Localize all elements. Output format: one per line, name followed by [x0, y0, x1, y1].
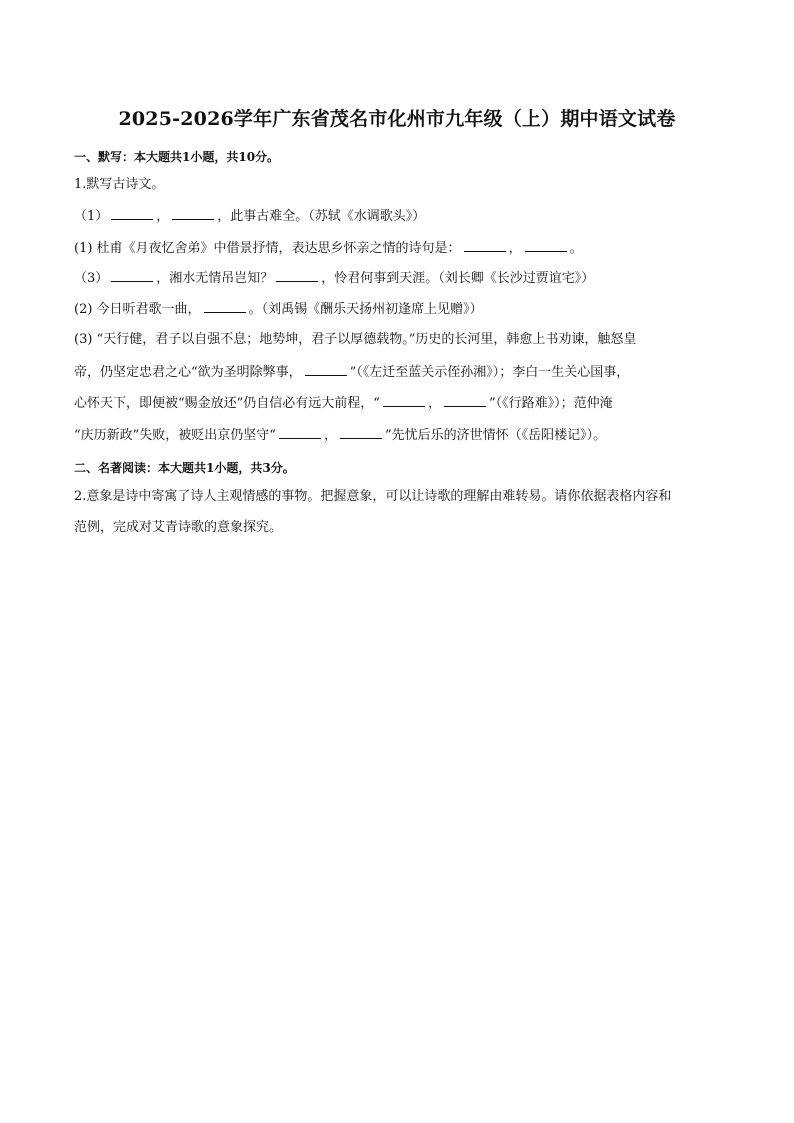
q1-sub2	[74, 239, 583, 258]
q1-sub2-suffix: 。	[569, 241, 583, 256]
q1-sub3-suffix: ，怜君何事到天涯。（刘长卿《长沙过贾谊宅》）	[321, 271, 595, 286]
q1-sub5-line2-prefix: 帝，仍坚定忠君之心“欲为圣明除弊事，	[74, 365, 302, 380]
q1-sub5-line3-sep: ，	[427, 396, 441, 411]
q1-sub5-line1: (3) “天行健，君子以自强不息；地势坤，君子以厚德载物。”历史的长河里，韩愈上书劝谏，触怒皇	[74, 332, 637, 347]
answer-blank[interactable]	[276, 269, 318, 282]
answer-blank[interactable]	[525, 239, 567, 252]
q1-sub5-line4-prefix: “庆历新政”失败，被贬出京仍坚守“	[74, 428, 276, 443]
answer-blank[interactable]	[172, 207, 214, 220]
q1-intro: 1.默写古诗文。	[74, 177, 165, 192]
page-title: 2025-2026学年广东省茂名市化州市九年级（上）期中语文试卷	[118, 108, 676, 130]
q1-sub5-line2-suffix: ”（《左迁至蓝关示侄孙湘》）；李白一生关心国事，	[349, 365, 630, 380]
q1-sub5-line2	[74, 363, 629, 382]
q1-sub1	[74, 207, 425, 226]
q2-line1: 2.意象是诗中寄寓了诗人主观情感的事物。把握意象，可以让诗歌的理解由难转易。请你依据表格内容和	[74, 489, 672, 504]
q1-sub5-line4-suffix: ”先忧后乐的济世情怀（《岳阳楼记》）。	[384, 428, 607, 443]
q1-sub5-line3-suffix: ”（《行路难》）；范仲淹	[488, 396, 613, 411]
answer-blank[interactable]	[340, 426, 382, 439]
answer-blank[interactable]	[464, 239, 506, 252]
q2-line2: 范例，完成对艾青诗歌的意象探究。	[74, 520, 283, 535]
q1-sub4-prefix: (2) 今日听君歌一曲，	[74, 302, 201, 317]
answer-blank[interactable]	[305, 363, 347, 376]
q1-sub5-line4	[74, 426, 606, 445]
section-heading-1: 一、默写：本大题共1小题，共10分。	[74, 150, 280, 164]
q1-sub5-line3	[74, 394, 613, 413]
answer-blank[interactable]	[204, 300, 246, 313]
section-heading-2: 二、名著阅读：本大题共1小题，共3分。	[74, 461, 295, 475]
answer-blank[interactable]	[444, 394, 486, 407]
q1-sub3-mid: ，湘水无情吊岂知？	[156, 271, 274, 286]
answer-blank[interactable]	[383, 394, 425, 407]
q1-sub1-prefix: （1）	[74, 209, 109, 224]
q1-sub3	[74, 269, 594, 288]
q1-sub2-prefix: (1) 杜甫《月夜忆舍弟》中借景抒情，表达思乡怀亲之情的诗句是：	[74, 241, 461, 256]
q1-sub1-suffix: ，此事古难全。（苏轼《水调歌头》）	[217, 209, 426, 224]
answer-blank[interactable]	[111, 207, 153, 220]
q1-sub5-line4-sep: ，	[323, 428, 337, 443]
answer-blank[interactable]	[279, 426, 321, 439]
q1-sub3-prefix: （3）	[74, 271, 109, 286]
q1-sub5-line3-prefix: 心怀天下，即便被“赐金放还”仍自信必有远大前程，“	[74, 396, 380, 411]
q1-sub2-sep: ，	[508, 241, 522, 256]
q1-sub4	[74, 300, 483, 319]
q1-sub4-suffix: 。（刘禹锡《酬乐天扬州初逢席上见赠》）	[248, 302, 483, 317]
answer-blank[interactable]	[111, 269, 153, 282]
q1-sub1-sep: ，	[156, 209, 170, 224]
